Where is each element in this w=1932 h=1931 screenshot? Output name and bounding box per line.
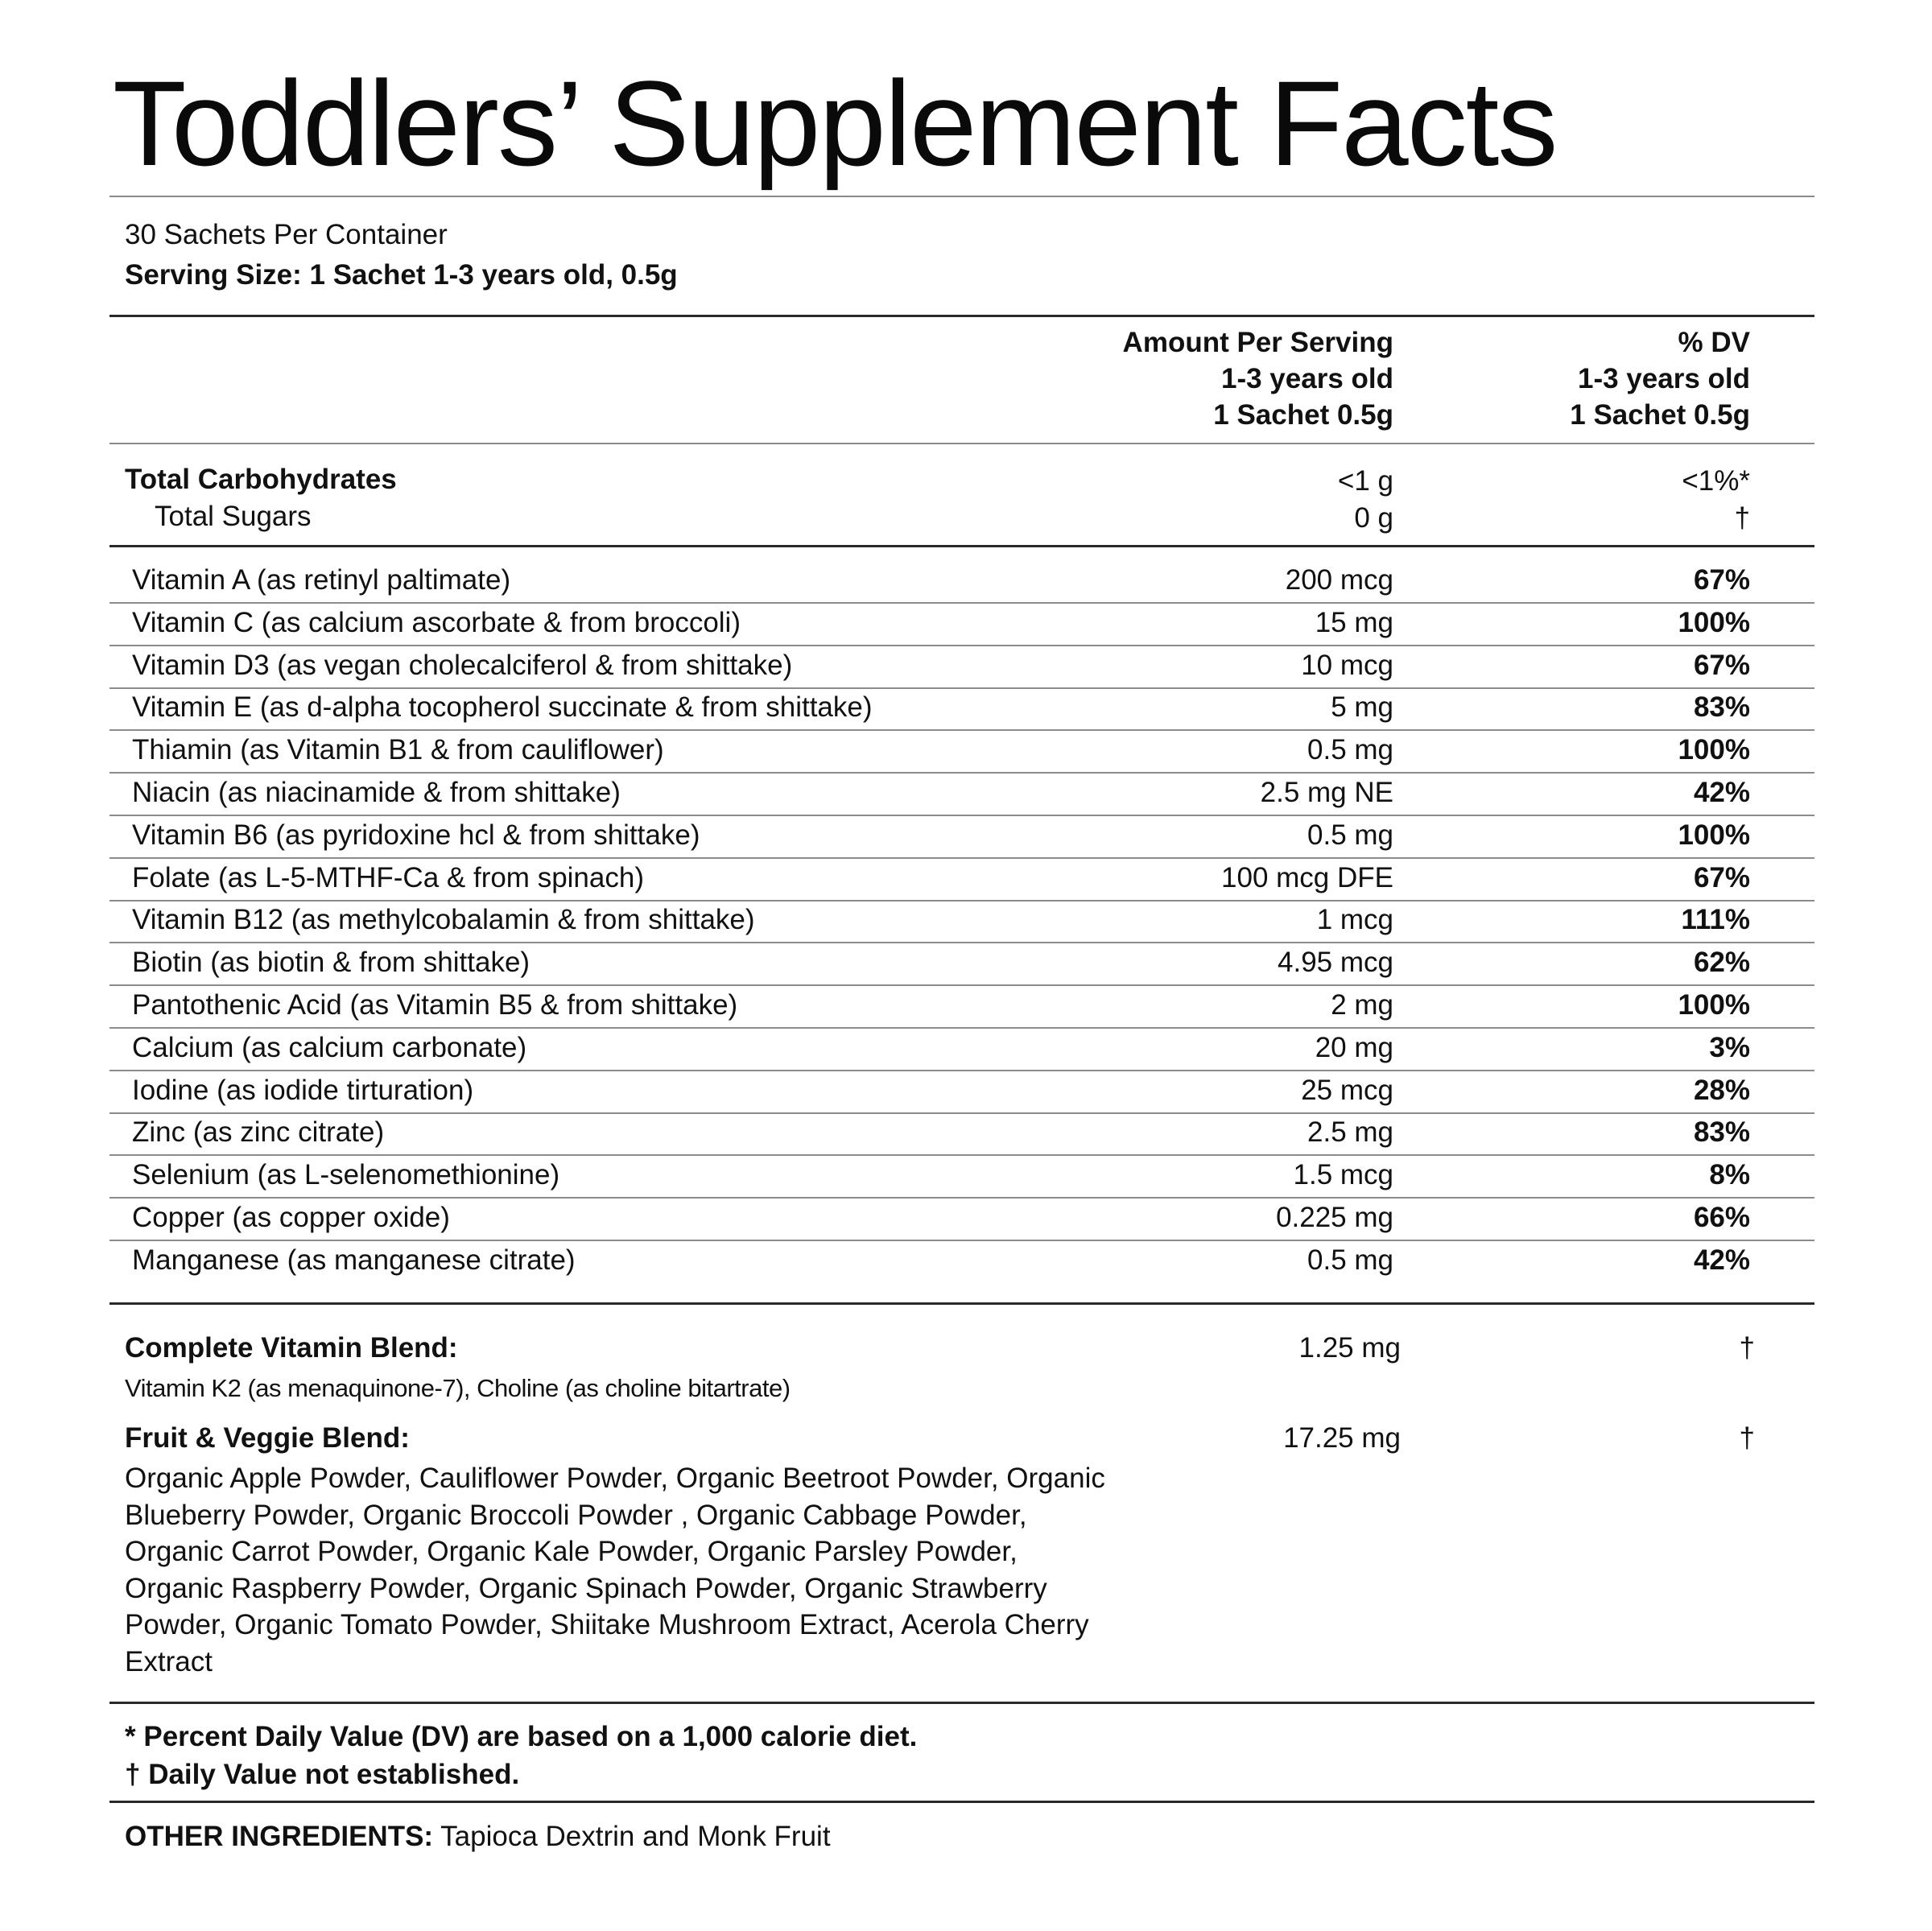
nutrient-name: Iodine (as iodide tirturation) (132, 1074, 474, 1106)
blend-name: Fruit & Veggie Blend: (125, 1422, 410, 1454)
dv-header-line: % DV (1678, 327, 1750, 358)
nutrient-dv: 67% (1693, 564, 1750, 596)
nutrient-dv: 100% (1678, 819, 1750, 851)
nutrient-name: Vitamin E (as d-alpha tocopherol succinate & from shittake) (132, 691, 873, 724)
blend-amount: 17.25 mg (1283, 1422, 1401, 1454)
divider (109, 443, 1814, 444)
nutrient-dv: 66% (1693, 1202, 1750, 1233)
nutrient-name: Vitamin B6 (as pyridoxine hcl & from shittake) (132, 819, 700, 851)
amount-header-line: 1-3 years old (1221, 363, 1393, 394)
divider (109, 1702, 1814, 1704)
row-divider (109, 1070, 1814, 1071)
row-divider (109, 1112, 1814, 1114)
other-ingredients-value: Tapioca Dextrin and Monk Fruit (440, 1821, 831, 1852)
nutrient-dv: 83% (1693, 691, 1750, 724)
nutrient-name: Niacin (as niacinamide & from shittake) (132, 777, 621, 808)
nutrient-amount: 200 mcg (1285, 564, 1393, 596)
divider (109, 315, 1814, 317)
nutrient-dv: 100% (1678, 989, 1750, 1021)
row-divider (109, 772, 1814, 774)
row-divider (109, 1027, 1814, 1029)
label-title: Toddlers’ Supplement Facts (113, 56, 1557, 191)
row-divider (109, 729, 1814, 731)
servings-per-container: 30 Sachets Per Container (125, 219, 448, 250)
macro-dv: <1%* (1682, 465, 1750, 497)
nutrient-name: Vitamin C (as calcium ascorbate & from broccoli) (132, 606, 741, 638)
nutrient-name: Vitamin B12 (as methylcobalamin & from shittake) (132, 904, 755, 936)
blend-amount: 1.25 mg (1298, 1332, 1401, 1364)
row-divider (109, 900, 1814, 902)
nutrient-dv: 67% (1693, 861, 1750, 893)
nutrient-amount: 1 mcg (1316, 904, 1393, 936)
nutrient-amount: 15 mg (1315, 606, 1393, 638)
blend-ingredients: Vitamin K2 (as menaquinone-7), Choline (as choline bitartrate) (125, 1374, 791, 1402)
nutrient-name: Biotin (as biotin & from shittake) (132, 947, 530, 979)
divider (109, 1801, 1814, 1803)
nutrient-name: Selenium (as L-selenomethionine) (132, 1159, 560, 1191)
row-divider (109, 857, 1814, 859)
divider (109, 1302, 1814, 1305)
row-divider (109, 687, 1814, 689)
row-divider (109, 984, 1814, 986)
serving-size: Serving Size: 1 Sachet 1-3 years old, 0.5g (125, 259, 678, 291)
nutrient-amount: 25 mcg (1301, 1074, 1393, 1106)
nutrient-amount: 5 mg (1331, 691, 1393, 724)
nutrient-amount: 1.5 mcg (1293, 1159, 1393, 1191)
macro-amount: <1 g (1337, 465, 1393, 497)
macro-name: Total Sugars (155, 501, 312, 532)
dv-header-line: 1-3 years old (1578, 363, 1750, 394)
other-ingredients (125, 1822, 831, 1851)
macro-name: Total Carbohydrates (125, 464, 397, 495)
row-divider (109, 1197, 1814, 1199)
blend-dv: † (1739, 1422, 1755, 1454)
nutrient-dv: 8% (1709, 1159, 1750, 1191)
nutrient-dv: 67% (1693, 649, 1750, 681)
nutrient-dv: 42% (1693, 1244, 1750, 1276)
blend-ingredients: Organic Apple Powder, Cauliflower Powder, Organic Beetroot Powder, Organic Blueberry Powder, Organic Broccoli Powder , Organic Cabbage Powder, Organic Carrot Powder, Organic Kale Powder, Organic Parsley Powder, Organic Raspberry Powder, Organic Spinach Powder, Organic Strawberry Powder, Organic Tomato Powder, Shiitake Mushroom Extract, Acerola Cherry Extract (125, 1463, 1105, 1677)
nutrient-dv: 42% (1693, 777, 1750, 808)
nutrient-name: Copper (as copper oxide) (132, 1202, 450, 1233)
nutrient-amount: 2.5 mg NE (1260, 777, 1393, 808)
dv-header-line: 1 Sachet 0.5g (1570, 399, 1750, 431)
amount-header-line: Amount Per Serving (1122, 327, 1393, 358)
row-divider (109, 942, 1814, 943)
amount-header-line: 1 Sachet 0.5g (1213, 399, 1393, 431)
nutrient-amount: 0.5 mg (1307, 1244, 1393, 1276)
nutrient-name: Thiamin (as Vitamin B1 & from cauliflower) (132, 734, 664, 766)
nutrient-dv: 83% (1693, 1116, 1750, 1149)
nutrient-amount: 4.95 mcg (1278, 947, 1393, 979)
footnote-dv: * Percent Daily Value (DV) are based on a 1,000 calorie diet. (125, 1721, 918, 1752)
macro-dv: † (1734, 502, 1750, 534)
nutrient-name: Manganese (as manganese citrate) (132, 1244, 576, 1276)
nutrient-amount: 0.225 mg (1276, 1202, 1393, 1233)
nutrient-dv: 100% (1678, 734, 1750, 766)
nutrient-name: Zinc (as zinc citrate) (132, 1116, 385, 1149)
nutrient-dv: 3% (1709, 1031, 1750, 1063)
nutrient-dv: 28% (1693, 1074, 1750, 1106)
footnote-dagger: † Daily Value not established. (125, 1759, 520, 1790)
divider (109, 196, 1814, 197)
nutrient-amount: 20 mg (1315, 1031, 1393, 1063)
macro-amount: 0 g (1354, 502, 1393, 534)
nutrient-amount: 10 mcg (1301, 649, 1393, 681)
divider (109, 545, 1814, 547)
row-divider (109, 645, 1814, 646)
nutrient-name: Calcium (as calcium carbonate) (132, 1031, 527, 1063)
row-divider (109, 815, 1814, 816)
nutrient-amount: 100 mcg DFE (1221, 861, 1393, 893)
row-divider (109, 602, 1814, 604)
nutrient-name: Vitamin D3 (as vegan cholecalciferol & from shittake) (132, 649, 793, 681)
nutrient-amount: 2.5 mg (1307, 1116, 1393, 1149)
nutrient-amount: 0.5 mg (1307, 819, 1393, 851)
row-divider (109, 1154, 1814, 1156)
nutrient-name: Vitamin A (as retinyl paltimate) (132, 564, 511, 596)
other-ingredients-label: OTHER INGREDIENTS: (125, 1821, 434, 1852)
row-divider (109, 1240, 1814, 1241)
blend-name: Complete Vitamin Blend: (125, 1332, 458, 1364)
nutrient-dv: 100% (1678, 606, 1750, 638)
nutrient-dv: 111% (1681, 904, 1750, 936)
nutrient-dv: 62% (1693, 947, 1750, 979)
nutrient-amount: 2 mg (1331, 989, 1393, 1021)
nutrient-amount: 0.5 mg (1307, 734, 1393, 766)
nutrient-name: Pantothenic Acid (as Vitamin B5 & from shittake) (132, 989, 738, 1021)
blend-dv: † (1739, 1332, 1755, 1364)
nutrient-name: Folate (as L-5-MTHF-Ca & from spinach) (132, 861, 644, 893)
